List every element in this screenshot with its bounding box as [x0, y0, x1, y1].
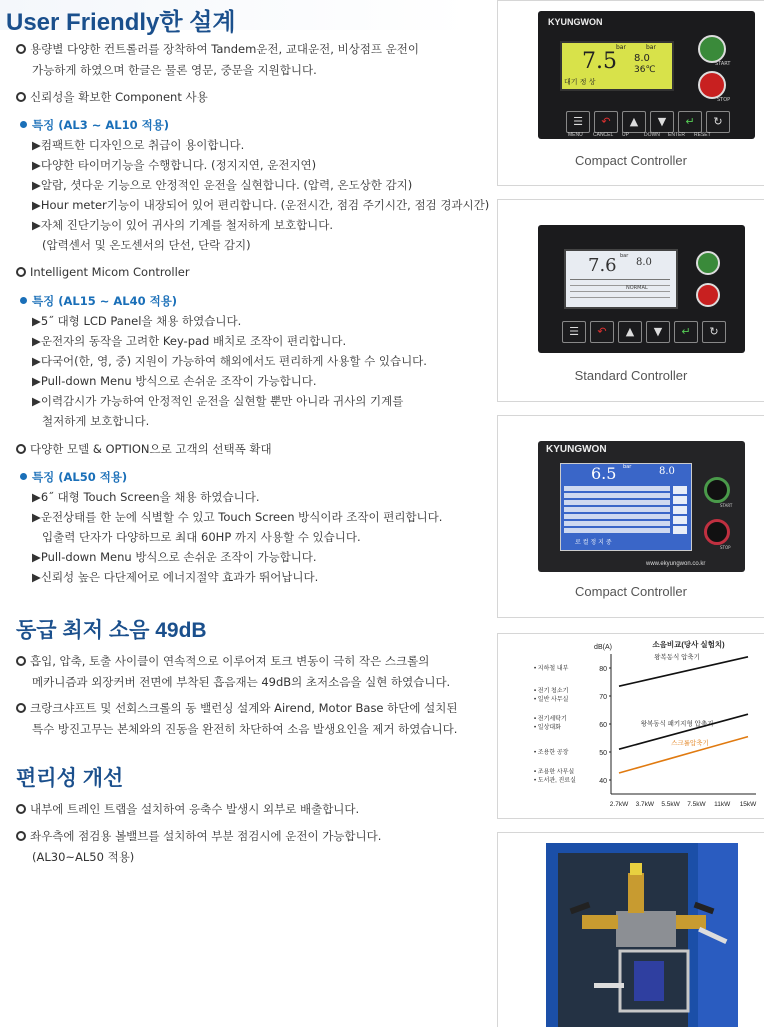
- touch-controller-card: [497, 415, 764, 618]
- stop-button[interactable]: [698, 71, 726, 99]
- lcd-status: NORMAL: [626, 285, 648, 291]
- feature-item: ▶다양한 타이머기능을 수행합니다. (정지지연, 운전지연): [32, 158, 317, 172]
- stop-button[interactable]: [696, 283, 720, 307]
- screen-setpoint: 8.0: [659, 466, 675, 477]
- start-button[interactable]: [698, 35, 726, 63]
- bullet-continuation: 가능하게 하였으며 한글은 물론 영문, 중문을 지원합니다.: [32, 63, 317, 77]
- key-label: CANCEL: [593, 132, 614, 138]
- feature-heading-text: 특징 (AL50 적용): [32, 470, 128, 484]
- start-button[interactable]: [704, 477, 730, 503]
- feature-item: 입출력 단자가 다양하므로 최대 60HP 까지 사용할 수 있습니다.: [42, 530, 361, 544]
- compact-controller-card: [497, 0, 764, 186]
- bullet-continuation: 메카니즘과 외장커버 전면에 부착된 흡음재는 49dB의 초저소음을 실현 하였습니다.: [32, 675, 451, 689]
- y-axis-label: dB(A): [594, 644, 612, 651]
- ring-bullet-icon: [16, 831, 26, 841]
- series-label: 스크롤압축기: [671, 739, 709, 747]
- section-title-noise: 동급 최저 소음 49dB: [16, 619, 207, 642]
- lcd-divider: [570, 291, 670, 292]
- screen-unit-label: bar: [623, 464, 632, 470]
- cancel-key[interactable]: ↶: [590, 321, 614, 343]
- menu-key[interactable]: ☰: [562, 321, 586, 343]
- feature-item: 철저하게 보호합니다.: [42, 414, 150, 428]
- y-tick-label: 60: [599, 722, 607, 729]
- lcd-unit-label: bar: [646, 44, 656, 51]
- feature-item: ▶Pull-down Menu 방식으로 손쉬운 조작이 가능합니다.: [32, 550, 317, 564]
- bullet-continuation: (AL30~AL50 적용): [32, 850, 135, 864]
- feature-item: ▶6˝ 대형 Touch Screen을 채용 하였습니다.: [32, 490, 260, 504]
- bullet-noise-1: [16, 653, 429, 669]
- ring-bullet-icon: [16, 267, 26, 277]
- feature-item: ▶Pull-down Menu 방식으로 손쉬운 조작이 가능합니다.: [32, 374, 317, 388]
- standard-controller-card: [497, 199, 764, 402]
- start-label: START: [715, 61, 731, 67]
- feature-item: ▶이력감시가 가능하여 안정적인 운전을 실현할 뿐만 아니라 귀사의 기계를: [32, 394, 404, 408]
- series-label: 왕복동식 압축기: [654, 653, 700, 661]
- dot-bullet-icon: [20, 297, 27, 304]
- dot-bullet-icon: [20, 473, 27, 480]
- reference-level-label: • 지하철 내부: [534, 666, 569, 672]
- menu-key[interactable]: ☰: [566, 111, 590, 133]
- controller-panel-image: [538, 441, 745, 572]
- feature-item: ▶다국어(한, 영, 중) 지원이 가능하여 해외에서도 편리하게 사용할 수 있습니다.: [32, 354, 427, 368]
- keypad: [566, 111, 730, 133]
- reference-level-label: • 도서관, 진료실: [534, 778, 576, 784]
- y-tick-label: 40: [599, 778, 607, 785]
- feature-item: (압력센서 및 온도센서의 단선, 단락 감지): [42, 238, 251, 252]
- feature-item: ▶알람, 셧다운 기능으로 안정적인 운전을 실현합니다. (압력, 온도상한 감지): [32, 178, 413, 192]
- feature-item: ▶자체 진단기능이 있어 귀사의 기계를 철저하게 보호합니다.: [32, 218, 334, 232]
- stop-button[interactable]: [704, 519, 730, 545]
- key-label: ENTER: [668, 132, 685, 138]
- touch-screen[interactable]: [560, 463, 692, 551]
- x-tick-label: 5.5kW: [661, 801, 680, 808]
- start-label: START: [720, 503, 733, 508]
- screen-pressure-value: 6.5: [591, 464, 617, 483]
- screen-status-table: [564, 486, 670, 534]
- ring-bullet-icon: [16, 44, 26, 54]
- bullet-continuation: 특수 방진고무는 본체와의 진동을 완전히 차단하여 소음 발생요인을 제거 하였습니다.: [32, 722, 458, 736]
- reset-key[interactable]: ↻: [702, 321, 726, 343]
- yellow-valve-cap: [630, 863, 642, 875]
- brand-logo: KYUNGWON: [548, 17, 603, 27]
- ball-valve-photo: [498, 833, 764, 1027]
- stop-label: STOP: [717, 97, 731, 103]
- feature-item: ▶운전자의 동작을 고려한 Key-pad 배치로 조작이 편리합니다.: [32, 334, 347, 348]
- bullet-text: 신뢰성을 확보한 Component 사용: [30, 90, 208, 104]
- feature-heading-1: [20, 117, 169, 133]
- brand-logo: KYUNGWON: [546, 444, 607, 455]
- keypad: [562, 321, 726, 343]
- down-key[interactable]: ▼: [650, 111, 674, 133]
- lcd-setpoint: 8.0: [634, 53, 650, 64]
- x-tick-label: 11kW: [714, 801, 731, 808]
- key-label: MENU: [568, 132, 583, 138]
- ring-bullet-icon: [16, 92, 26, 102]
- x-tick-label: 15kW: [739, 801, 757, 808]
- reference-level-label: • 전기 청소기: [534, 688, 569, 695]
- ring-bullet-icon: [16, 703, 26, 713]
- series-line: [619, 657, 748, 686]
- key-label: DOWN: [644, 132, 660, 138]
- x-tick-label: 3.7kW: [635, 801, 655, 808]
- feature-heading-text: 특징 (AL3 ~ AL10 적용): [32, 118, 170, 132]
- up-key[interactable]: ▲: [622, 111, 646, 133]
- bullet-text: 다양한 모델 & OPTION으로 고객의 선택폭 확대: [30, 442, 272, 456]
- feature-item: ▶컴팩트한 디자인으로 취급이 용이합니다.: [32, 138, 245, 152]
- bullet-noise-2: [16, 700, 457, 716]
- key-label: UP: [622, 132, 629, 138]
- manifold-block: [616, 911, 676, 947]
- right-ball-valve: [676, 915, 706, 929]
- page-title: User Friendly한 설계: [6, 9, 236, 36]
- cabinet-side: [698, 843, 738, 1027]
- x-tick-label: 7.5kW: [687, 801, 706, 808]
- card-caption: Compact Controller: [575, 153, 687, 168]
- lcd-divider: [570, 297, 670, 298]
- start-button[interactable]: [696, 251, 720, 275]
- bullet-text: 크랑크샤프트 및 선회스크롤의 동 밸런싱 설계와 Airend, Motor Base 하단에 설치된: [30, 701, 458, 715]
- lcd-pressure-value: 7.6: [588, 255, 617, 276]
- reference-level-label: • 일상대화: [534, 724, 561, 731]
- x-tick-label: 2.7kW: [609, 801, 629, 808]
- feature-item: ▶신뢰성 높은 다단제어로 에너지절약 효과가 뛰어납니다.: [32, 570, 319, 584]
- card-caption: Standard Controller: [574, 368, 688, 383]
- cancel-key[interactable]: ↶: [594, 111, 618, 133]
- up-key[interactable]: ▲: [618, 321, 642, 343]
- key-label: RESET: [694, 132, 711, 138]
- reference-level-label: • 조용한 사무실: [534, 769, 575, 776]
- feature-item: ▶Hour meter기능이 내장되어 있어 편리합니다. (운전시간, 점검 주기시간, 점검 경과시간): [32, 198, 490, 212]
- pipe: [594, 983, 624, 988]
- bullet-component: [16, 89, 208, 105]
- left-ball-valve: [582, 915, 618, 929]
- reference-level-label: • 조용한 공장: [534, 750, 569, 756]
- feature-item: ▶운전상태를 한 눈에 식별할 수 있고 Touch Screen 방식이라 조작이 편리합니다.: [32, 510, 443, 524]
- lcd-status: 대기 정 상: [564, 78, 596, 86]
- reference-level-label: • 전기세탁기: [534, 716, 567, 723]
- controller-panel-image: [538, 225, 745, 353]
- lcd-unit-label: bar: [616, 44, 626, 51]
- bullet-text: Intelligent Micom Controller: [30, 265, 190, 279]
- dot-bullet-icon: [20, 121, 27, 128]
- bullet-controller: [16, 41, 419, 57]
- bullet-drain: [16, 801, 359, 817]
- lcd-pressure-value: 7.5: [582, 49, 617, 74]
- reset-key[interactable]: ↻: [706, 111, 730, 133]
- section-title-convenience: 편리성 개선: [16, 767, 124, 790]
- feature-heading-2: [20, 293, 177, 309]
- valve-photo-card: [497, 832, 764, 1027]
- screen-side-buttons[interactable]: [673, 486, 687, 534]
- feature-item: ▶5˝ 대형 LCD Panel을 채용 하였습니다.: [32, 314, 242, 328]
- feature-heading-text: 특징 (AL15 ~ AL40 적용): [32, 294, 178, 308]
- lcd-divider: [570, 285, 670, 286]
- y-tick-label: 70: [599, 694, 607, 701]
- bullet-text: 용량별 다양한 컨트롤러를 장착하여 Tandem운전, 교대운전, 비상점프 운전이: [30, 42, 419, 56]
- ring-bullet-icon: [16, 804, 26, 814]
- down-key[interactable]: ▼: [646, 321, 670, 343]
- bullet-text: 흡입, 압축, 토출 사이클이 연속적으로 이루어져 토크 변동이 극히 작은 스크롤의: [30, 654, 430, 668]
- website-url: www.ekyungwon.co.kr: [646, 561, 706, 567]
- bullet-valve: [16, 828, 381, 844]
- drain-trap: [634, 961, 664, 1001]
- enter-key[interactable]: ↵: [678, 111, 702, 133]
- bullet-options: [16, 441, 272, 457]
- y-tick-label: 80: [599, 666, 607, 673]
- series-label: 왕복동식 패키지형 압축기: [640, 720, 714, 728]
- controller-panel-image: [538, 11, 755, 139]
- noise-comparison-chart: [498, 634, 764, 818]
- feature-heading-3: [20, 469, 127, 485]
- lcd-divider: [570, 279, 670, 280]
- bullet-text: 내부에 트레인 트랩을 설치하여 응축수 발생시 외부로 배출합니다.: [30, 802, 360, 816]
- chart-title: 소음비교(당사 실험치): [652, 640, 725, 649]
- card-caption: Compact Controller: [575, 584, 687, 599]
- y-tick-label: 50: [599, 750, 607, 757]
- screen-status-text: 로 컬 정 지 중: [575, 539, 612, 546]
- brass-fitting: [628, 873, 644, 913]
- lcd-temperature: 36℃: [634, 65, 656, 75]
- ring-bullet-icon: [16, 444, 26, 454]
- bullet-micom: [16, 265, 190, 279]
- enter-key[interactable]: ↵: [674, 321, 698, 343]
- lcd-display: [564, 249, 678, 309]
- reference-level-label: • 일반 사무실: [534, 696, 569, 703]
- ring-bullet-icon: [16, 656, 26, 666]
- lcd-display: [560, 41, 674, 91]
- stop-label: STOP: [720, 545, 731, 550]
- lcd-setpoint: 8.0: [636, 257, 652, 268]
- lcd-unit-label: bar: [620, 253, 629, 259]
- bullet-text: 좌우측에 점검용 볼밸브를 설치하여 부분 점검시에 운전이 가능합니다.: [30, 829, 382, 843]
- noise-chart-card: [497, 633, 764, 819]
